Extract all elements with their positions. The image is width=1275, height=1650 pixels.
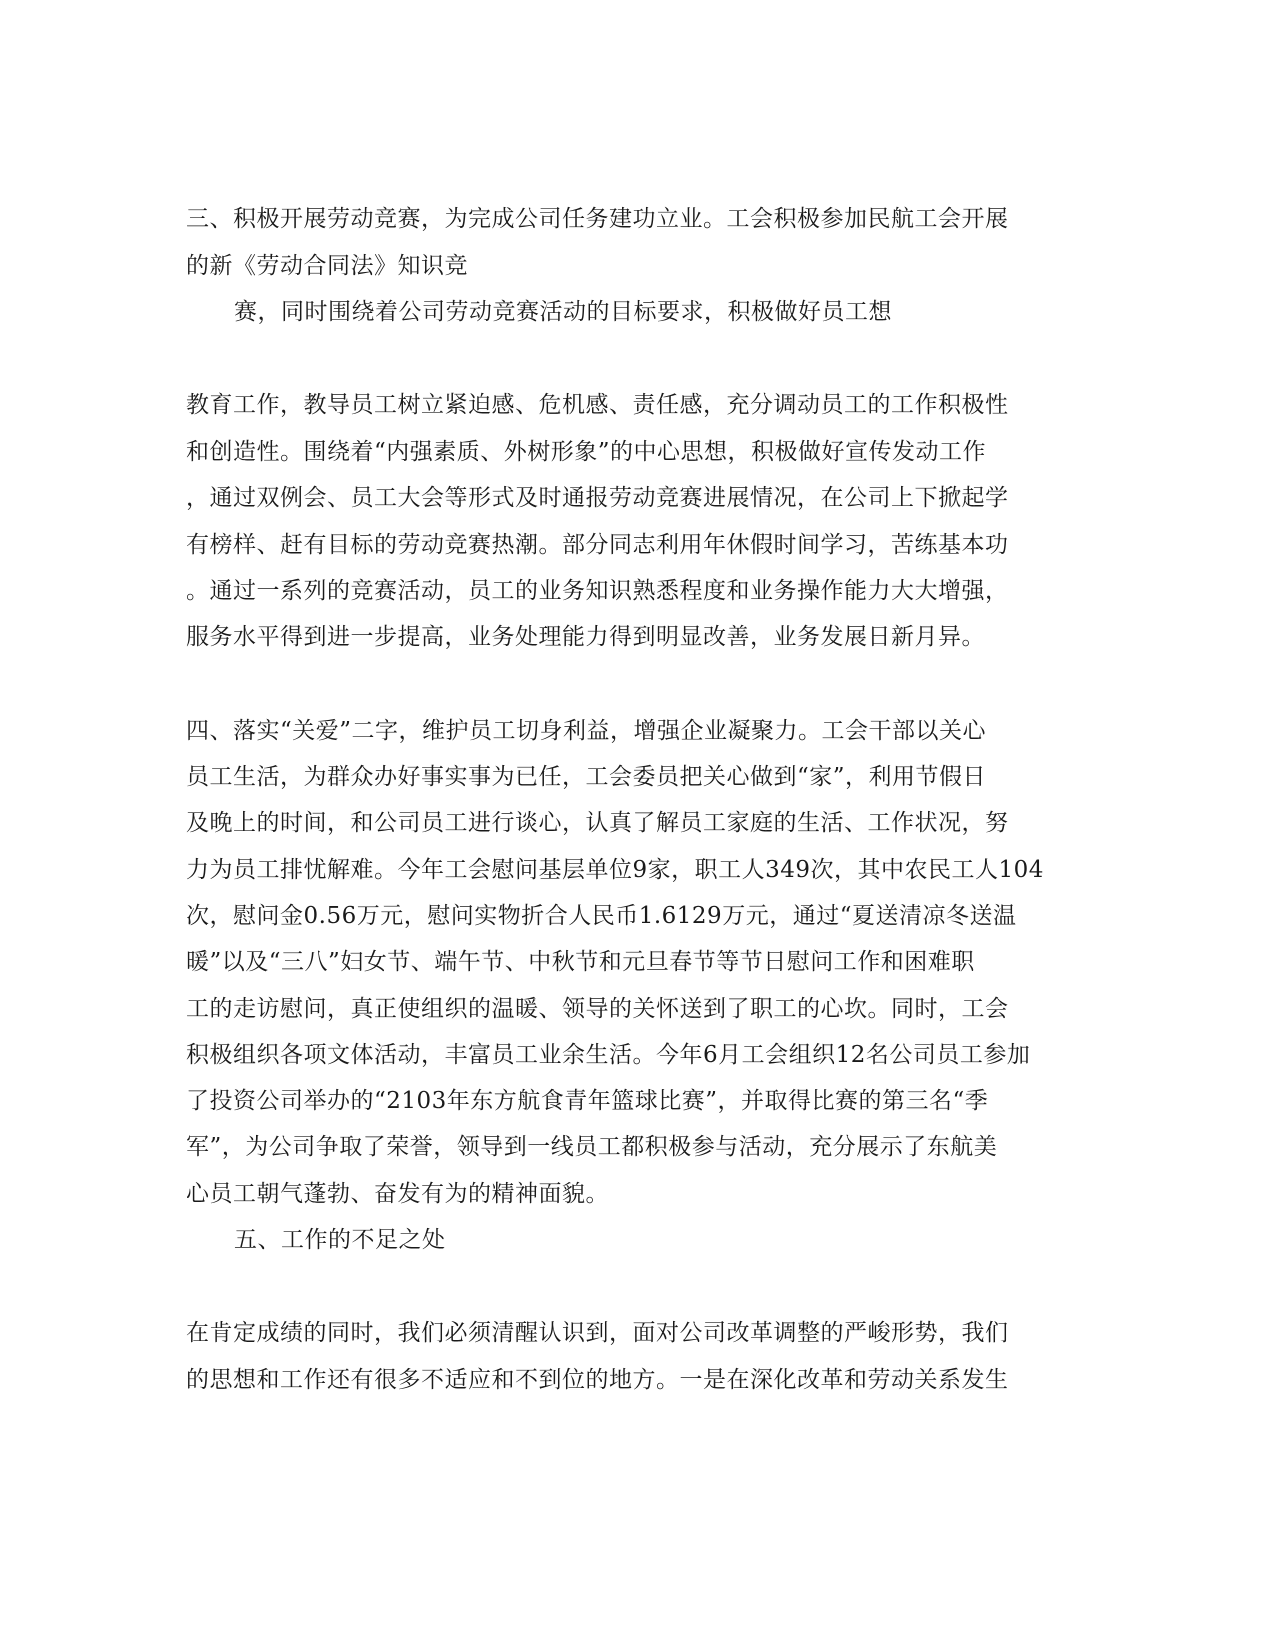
text-line: 员工生活，为群众办好事实事为已任，工会委员把关心做到“家”，利用节假日 — [186, 764, 987, 790]
text-line: 。通过一系列的竞赛活动，员工的业务知识熟悉程度和业务操作能力大大增强， — [186, 578, 1009, 604]
text-line: 及晚上的时间，和公司员工进行谈心，认真了解员工家庭的生活、工作状况，努 — [186, 810, 1009, 836]
text-line: 和创造性。围绕着“内强素质、外树形象”的中心思想，积极做好宣传发动工作 — [186, 439, 987, 465]
text-line: 积极组织各项文体活动，丰富员工业余生活。今年6月工会组织12名公司员工参加 — [186, 1042, 1031, 1068]
text-line: 服务水平得到进一步提高，业务处理能力得到明显改善，业务发展日新月异。 — [186, 624, 985, 650]
text-line: 教育工作，教导员工树立紧迫感、危机感、责任感，充分调动员工的工作积极性 — [186, 392, 1009, 418]
text-line: 次，慰问金0.56万元，慰问实物折合人民币1.6129万元，通过“夏送清凉冬送温 — [186, 903, 1017, 929]
text-line: 有榜样、赶有目标的劳动竞赛热潮。部分同志利用年休假时间学习，苦练基本功 — [186, 532, 1009, 558]
text-line: 的新《劳动合同法》知识竞 — [186, 253, 468, 279]
text-line: 三、积极开展劳动竞赛，为完成公司任务建功立业。工会积极参加民航工会开展 — [186, 206, 1009, 232]
text-line: 了投资公司举办的“2103年东方航食青年篮球比赛”，并取得比赛的第三名“季 — [186, 1088, 989, 1114]
text-line: 四、落实“关爱”二字，维护员工切身利益，增强企业凝聚力。工会干部以关心 — [186, 718, 987, 744]
text-line: 在肯定成绩的同时，我们必须清醒认识到，面对公司改革调整的严峻形势，我们 — [186, 1320, 1009, 1346]
text-line: 赛，同时围绕着公司劳动竞赛活动的目标要求，积极做好员工想 — [234, 299, 892, 325]
text-line: 暖”以及“三八”妇女节、端午节、中秋节和元旦春节等节日慰问工作和困难职 — [186, 949, 975, 975]
text-line: 工的走访慰问，真正使组织的温暖、领导的关怀送到了职工的心坎。同时，工会 — [186, 996, 1009, 1022]
text-line: 的思想和工作还有很多不适应和不到位的地方。一是在深化改革和劳动关系发生 — [186, 1367, 1009, 1393]
text-line: ，通过双例会、员工大会等形式及时通报劳动竞赛进展情况，在公司上下掀起学 — [186, 485, 1009, 511]
text-line: 军”，为公司争取了荣誉，领导到一线员工都积极参与活动，充分展示了东航美 — [186, 1134, 998, 1160]
text-line: 力为员工排忧解难。今年工会慰问基层单位9家，职工人349次，其中农民工人104 — [186, 857, 1044, 883]
text-line: 心员工朝气蓬勃、奋发有为的精神面貌。 — [186, 1181, 609, 1207]
section-heading: 五、工作的不足之处 — [234, 1227, 446, 1253]
